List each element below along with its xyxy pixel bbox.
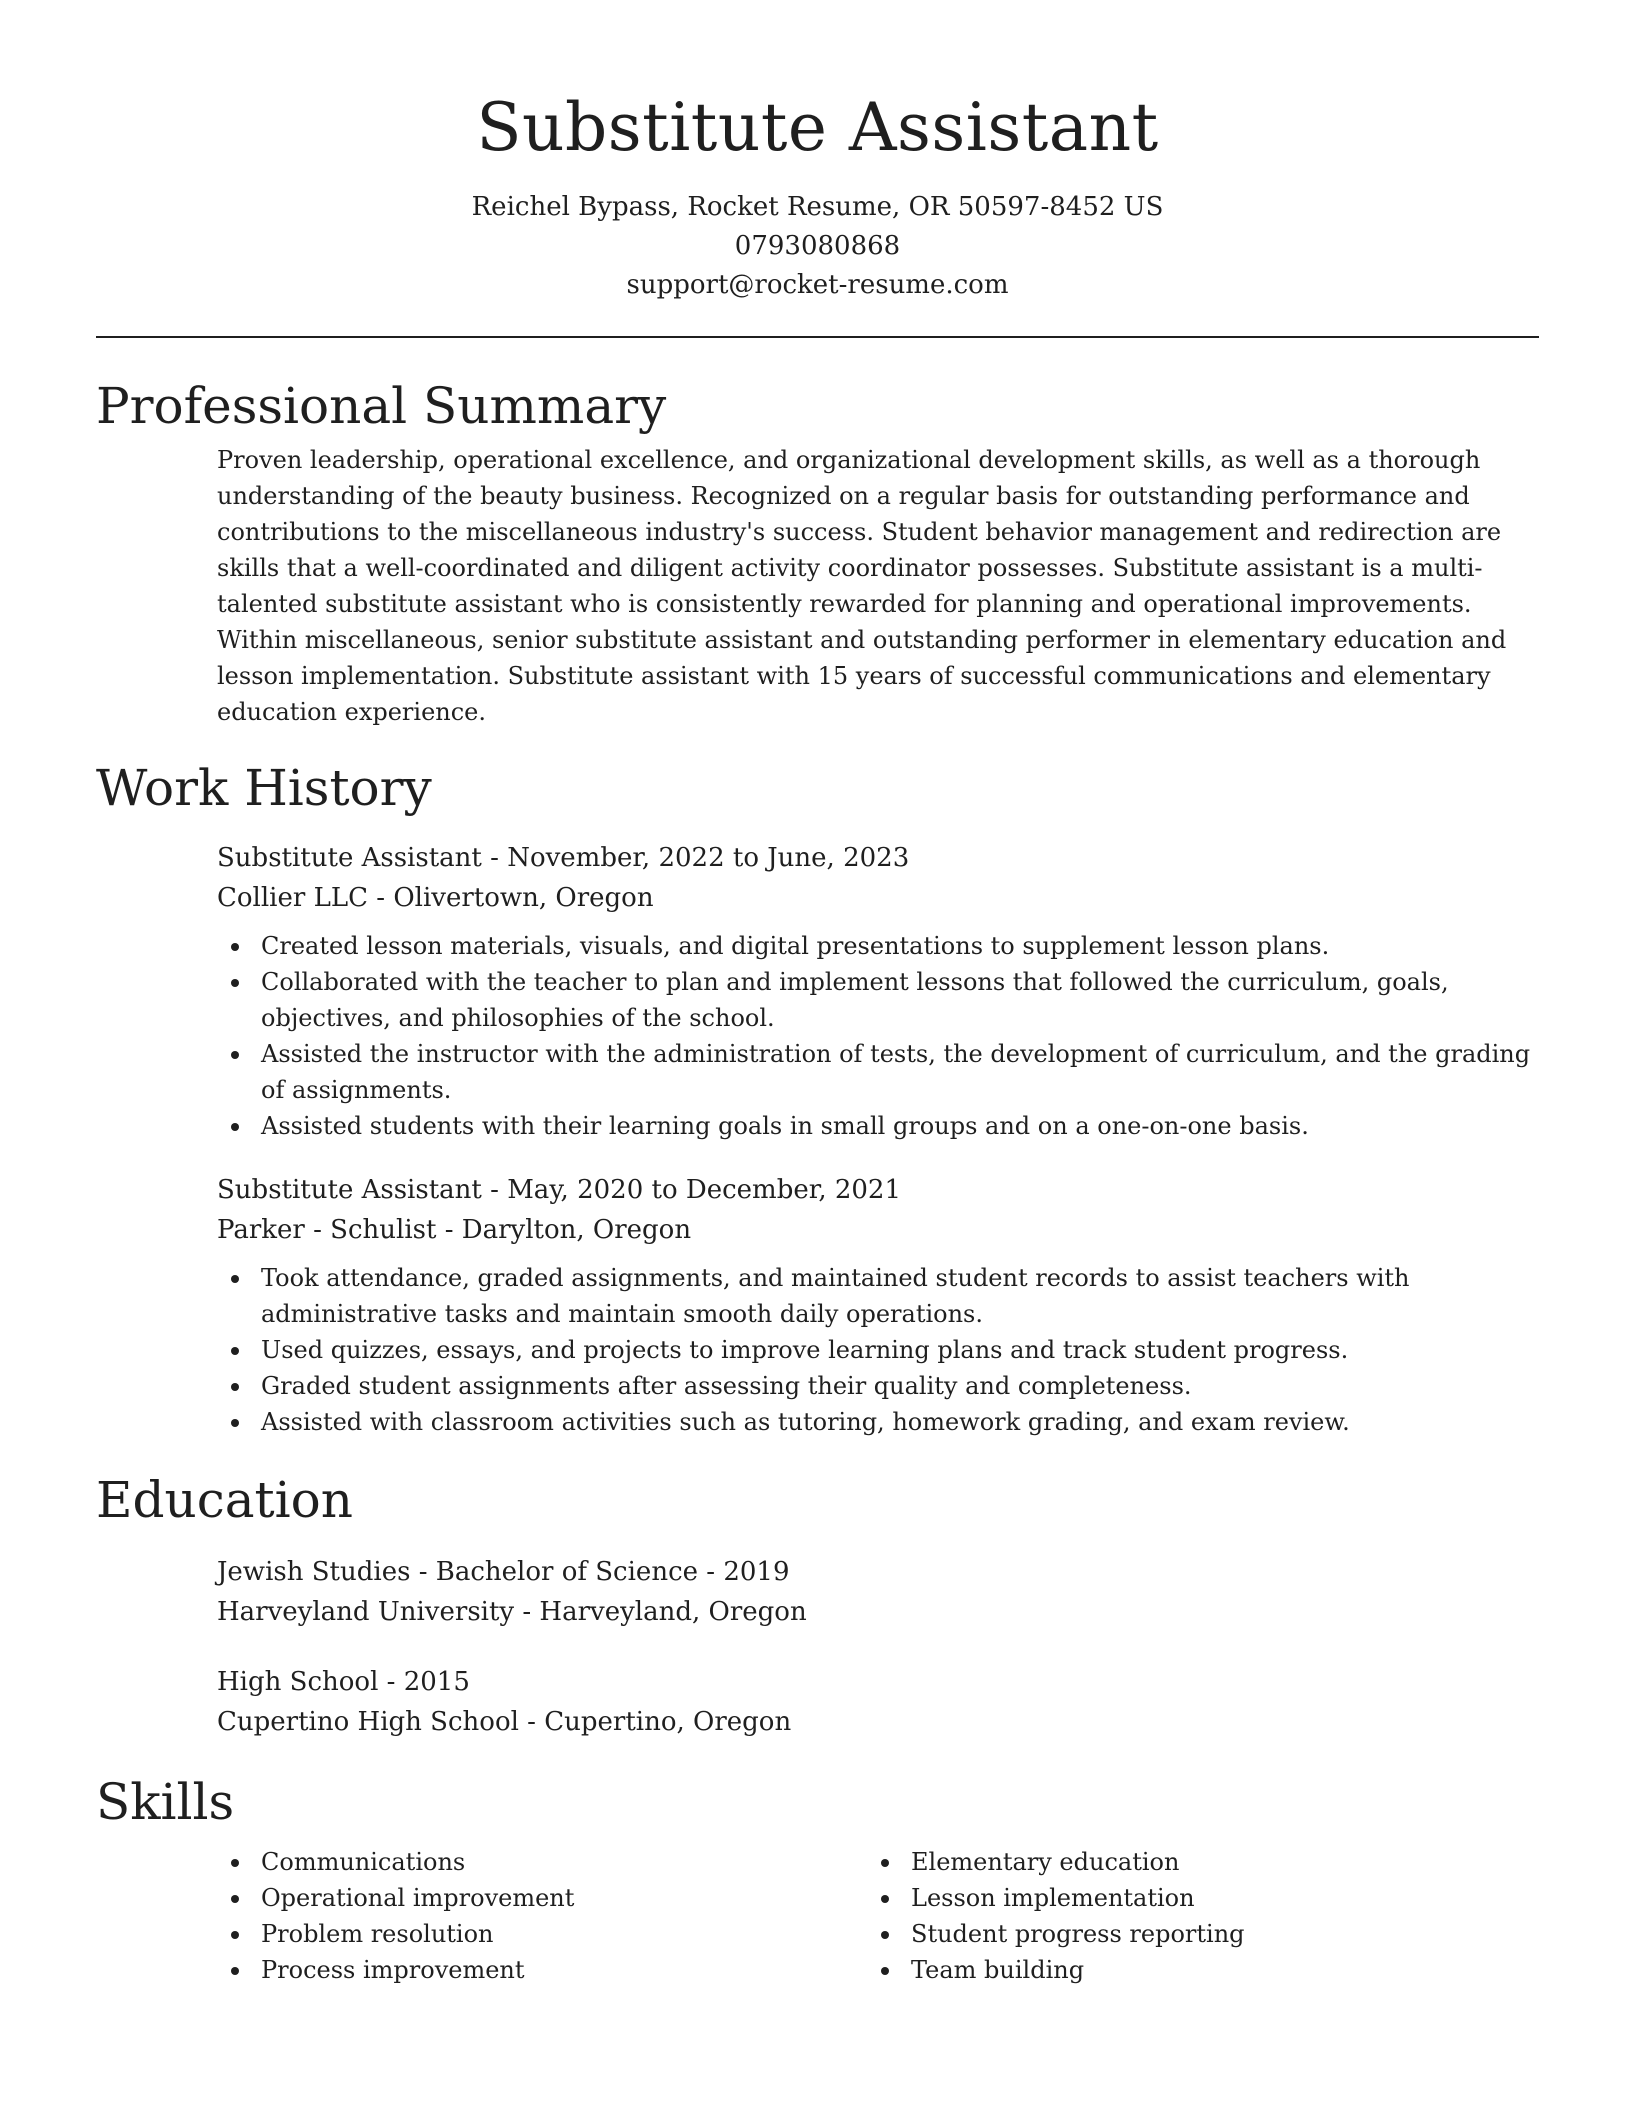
- job-entry: [217, 1170, 1539, 1440]
- job-dates: - November, 2022 to June, 2023: [481, 843, 910, 873]
- summary-text: Proven leadership, operational excellence, and organizational development skills, as well as a thorough understanding of the beauty business. Recognized on a regular basis for outstanding performance and contributions to the miscellaneous industry's success. Student behavior management and redirection are skills that a well-coordinated and diligent activity coordinator possesses. Substitute assistant is a multi-talented substitute assistant who is consistently rewarded for planning and operational improvements. Within miscellaneous, senior substitute assistant and outstanding performer in elementary education and lesson implementation. Substitute assistant with 15 years of successful communications and elementary education experience.: [217, 446, 1507, 726]
- job-role: Substitute Assistant: [217, 1175, 482, 1205]
- skill-item: Team building: [867, 1952, 1367, 1988]
- skill-item: Problem resolution: [217, 1916, 867, 1952]
- education-school: Harveyland University: [217, 1597, 515, 1627]
- section-title-skills: Skills: [96, 1773, 235, 1831]
- education-entry: [217, 1552, 1539, 1632]
- job-title-line: [217, 1170, 1539, 1210]
- job-dates: - May, 2020 to December, 2021: [481, 1175, 902, 1205]
- education-school-line: [217, 1592, 1539, 1632]
- skill-item: Operational improvement: [217, 1880, 867, 1916]
- job-role: Substitute Assistant: [217, 843, 482, 873]
- bullet-icon: [881, 1859, 889, 1867]
- bullet-icon: [231, 1123, 239, 1131]
- job-bullets: [217, 928, 1539, 1144]
- job-entry: [217, 838, 1539, 1144]
- bullet-icon: [881, 1931, 889, 1939]
- skill-item: Process improvement: [217, 1952, 867, 1988]
- education-school: Cupertino High School: [217, 1707, 519, 1737]
- section-title-work-history: Work History: [96, 759, 432, 817]
- job-bullet: Assisted with classroom activities such as tutoring, homework grading, and exam review.: [217, 1404, 1539, 1440]
- job-bullet: Collaborated with the teacher to plan and implement lessons that followed the curriculum, goals, objectives, and philosophies of the school.: [217, 964, 1539, 1036]
- contact-phone: 0793080868: [734, 231, 901, 261]
- job-bullet: Used quizzes, essays, and projects to improve learning plans and track student progress.: [217, 1332, 1539, 1368]
- education-degree-line: [217, 1662, 1539, 1702]
- education-degree: High School: [217, 1667, 379, 1697]
- job-company-line: [217, 878, 1539, 918]
- bullet-icon: [231, 1859, 239, 1867]
- education-year: - 2015: [378, 1667, 470, 1697]
- job-company: Parker - Schulist: [217, 1215, 437, 1245]
- job-company-line: [217, 1210, 1539, 1250]
- resume-header: [96, 0, 1539, 305]
- skills-columns: [217, 1844, 1539, 1988]
- header-divider: [96, 336, 1539, 338]
- bullet-icon: [231, 1383, 239, 1391]
- job-location: - Olivertown, Oregon: [368, 883, 654, 913]
- work-history-section: [217, 838, 1539, 1440]
- job-bullet: Took attendance, graded assignments, and maintained student records to assist teachers with administrative tasks and maintain smooth daily operations.: [217, 1260, 1539, 1332]
- education-entry: [217, 1662, 1539, 1742]
- education-degree-line: [217, 1552, 1539, 1592]
- education-location: - Harveyland, Oregon: [514, 1597, 807, 1627]
- bullet-icon: [231, 943, 239, 951]
- skills-list-right: [867, 1844, 1367, 1988]
- contact-address: Reichel Bypass, Rocket Resume, OR 50597-8452 US: [471, 192, 1164, 222]
- resume-page: [96, 0, 1539, 1988]
- candidate-name: Substitute Assistant: [476, 89, 1159, 166]
- bullet-icon: [231, 1051, 239, 1059]
- bullet-icon: [231, 1895, 239, 1903]
- skill-item: Lesson implementation: [867, 1880, 1367, 1916]
- bullet-icon: [231, 1931, 239, 1939]
- skills-list-left: [217, 1844, 867, 1988]
- bullet-icon: [231, 1967, 239, 1975]
- contact-info: [96, 188, 1539, 305]
- bullet-icon: [231, 979, 239, 987]
- job-bullet: Assisted the instructor with the administration of tests, the development of curriculum, and the grading of assignments.: [217, 1036, 1539, 1108]
- bullet-icon: [881, 1967, 889, 1975]
- job-bullet: Assisted students with their learning goals in small groups and on a one-on-one basis.: [217, 1108, 1539, 1144]
- skill-item: Communications: [217, 1844, 867, 1880]
- job-title-line: [217, 838, 1539, 878]
- skill-item: Student progress reporting: [867, 1916, 1367, 1952]
- skills-section: [217, 1844, 1539, 1988]
- bullet-icon: [881, 1895, 889, 1903]
- bullet-icon: [231, 1347, 239, 1355]
- education-year: - 2019: [698, 1557, 790, 1587]
- contact-email: support@rocket-resume.com: [626, 270, 1009, 300]
- education-degree: Jewish Studies - Bachelor of Science: [217, 1557, 699, 1587]
- job-location: - Darylton, Oregon: [436, 1215, 692, 1245]
- education-location: - Cupertino, Oregon: [518, 1707, 792, 1737]
- education-school-line: [217, 1702, 1539, 1742]
- job-bullets: [217, 1260, 1539, 1440]
- summary-section: [217, 442, 1539, 730]
- job-company: Collier LLC: [217, 883, 368, 913]
- bullet-icon: [231, 1419, 239, 1427]
- skill-item: Elementary education: [867, 1844, 1367, 1880]
- section-title-summary: Professional Summary: [96, 377, 667, 435]
- job-bullet: Created lesson materials, visuals, and digital presentations to supplement lesson plans.: [217, 928, 1539, 964]
- education-section: [217, 1552, 1539, 1742]
- section-title-education: Education: [96, 1471, 353, 1529]
- job-bullet: Graded student assignments after assessing their quality and completeness.: [217, 1368, 1539, 1404]
- bullet-icon: [231, 1275, 239, 1283]
